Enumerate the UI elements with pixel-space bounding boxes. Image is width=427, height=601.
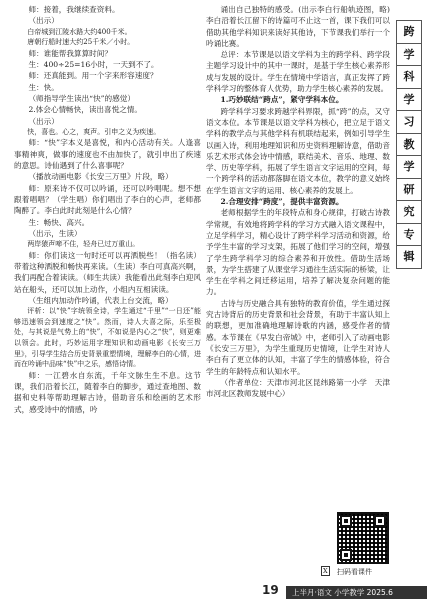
right-column-para: 跨学科学习要求跨越学科界限，抓“跨”的点，又守语文本位。本节课是以语文学科为核心，把立足于语文学科的教学点与其他学科有机联结起来，例如引导学生以画入诗，利用地理知识和历史资料理解诗意，借助音乐艺术形式体会诗中情感，联结美术、音乐、地理、数学、历史等学科，拓展了学生语言文字运用的空间，每一个跨学科的活动都落脚在语文本位，教学的意义始终在学生语言文字的运用、核心素养的发展上。 — [206, 106, 390, 195]
right-column-para: 1.巧妙联结“跨点”，紧守学科本位。 — [220, 95, 344, 105]
footer-label: 上半月·语文 小学教学 2025.6 — [286, 586, 427, 599]
right-column-para: 古诗与历史融合具有独特的教育价值，学生通过探究古诗背后的历史背景和社会背景，有助于丰富认知上的联想，更加准确地理解诗歌的内涵，感受作者的情感。本节课在《早发白帝城》中，老师引入了动画电影《长安三万里》，为学生重现历史情境，让学生对诗人李白有了更立体的认知，丰富了学生的情感体验，符合学生的年龄特点和认知水平。 — [206, 298, 390, 376]
sidebar-tab: 学 — [396, 43, 422, 66]
right-column-para: （作者单位：天津市河北区昆纬路第一小学 天津市河北区教师发展中心） — [206, 377, 390, 399]
left-column-para: （出示，生读） — [28, 228, 82, 238]
qr-code[interactable] — [337, 512, 389, 564]
sidebar-tab: 习 — [396, 110, 422, 133]
left-column-para: 师：你们读这一句时还可以再洒脱些！（指名读）带着这种洒脱和畅快再来读。（生读）李白可真高兴啊，我们再配合着读读。（师生共读）我能看出此刻李白迎风站在船头，还可以加上动作，小组内互相读读。 — [14, 250, 201, 294]
left-column-para: 师：接着，我继续查资料。 — [28, 5, 120, 14]
right-column-para: 老师根据学生的年段特点和身心规律，打破古诗教学常规，有效地将跨学科的学习方式融入语文课程中，立足学科学习，精心设计了跨学科学习活动和资源，给予学生丰富的学习支架，拓展了他们学习的空间，增强了学生跨学科学习的综合素养和开放性。借助生活场景，为学生搭建了从课堂学习通往生活实际的桥梁，让学生在学科之间迁移运用，培养了解决复杂问题的能力。 — [206, 208, 390, 297]
page-number: 19 — [262, 583, 279, 597]
sidebar-tab: 专 — [396, 223, 422, 246]
sidebar-tab: 科 — [396, 65, 422, 88]
left-column-para: 师：“快”字本义是喜悦，和内心活动有关。人逢喜事精神爽，做事的速度也不由加快了，就引申出了疾速的意思。诗仙遇到了什么喜事呢？ — [14, 138, 201, 171]
left-column-para: 唐朝行船时速大约25千米／小时。 — [27, 38, 135, 47]
left-column-para: 师：谁能帮我算算时间？ — [28, 48, 112, 58]
sidebar-tab: 研 — [396, 178, 422, 201]
left-column-para: 生：快。 — [28, 82, 59, 92]
left-column-para: 两岸猿声啼不住，轻舟已过万重山。 — [27, 240, 140, 249]
page-footer — [0, 583, 427, 601]
left-column-para: （出示） — [28, 16, 59, 26]
left-column-para: 白帝城到江陵水路大约400千米。 — [27, 27, 132, 36]
qr-box-letter: X — [323, 567, 328, 575]
sidebar-tab: 教 — [396, 133, 422, 156]
left-column-para: 师：一江碧水自东流，千年文脉生生不息。这节课，我们沿着长江，随着李白的脚步，通过查地图、数据和史料等帮助理解古诗，借助音乐和绘画的艺术形式，感受诗中的情感，吟 — [14, 370, 201, 414]
right-column-para: 总评：本节课是以语文学科为主的跨学科、跨学段主题学习设计中的其中一课时，是基于学生核心素养形成与发展的设计。学生在情境中学语言，真正发挥了跨学科学习的整体育人优势，助力学生核心素养的发展。 — [206, 50, 390, 94]
left-column-para: 生：畅快、高兴。 — [28, 217, 90, 227]
left-column-para: 生：400÷25=16小时，一天到不了。 — [28, 60, 159, 70]
sidebar-tab: 学 — [396, 155, 422, 178]
sidebar-tab: 学 — [396, 88, 422, 111]
right-column-para: 诵出自己独特的感受。(出示李白行船轨迹图，略)李白沿着长江留下的诗篇可不止这一首，课下我们可以借助其他学科知识来读好其他诗，下节课我们举行一个吟诵比赛。 — [206, 5, 390, 48]
sidebar-tab: 究 — [396, 200, 422, 223]
left-column-para: 师：还真能到。用一个字来形容速度？ — [28, 71, 158, 81]
left-column-para: （生组内加动作吟诵，代表上台交流，略） — [28, 295, 173, 305]
right-column — [206, 4, 390, 399]
sidebar-tabs — [396, 20, 422, 269]
left-column-para: 评析：以“快”字统领全诗，学生通过“千里”“一日还”能够迅速领会到速度之“快”。然而，诗人大喜之际，乐至极处，与其说是气势上的“快”，不如说是内心之“快”，则更难以领会。此时，巧妙运用字理知识和动画电影《长安三万里》，引导学生结合历史背景重塑情境，理解李白的心情，进而在吟诵中品味“快”中之乐，感悟诗情。 — [14, 307, 201, 369]
right-column-para: 2.合理安排“跨度”，提供丰富资源。 — [220, 197, 344, 207]
left-column-para: 师：原来诗不仅可以吟诵，还可以吟唱呢。想不想跟着唱唱？（学生唱）你们唱出了李白的心声，老师都陶醉了。李白此时此刻是什么心情？ — [14, 183, 201, 216]
left-column-para: 快，喜也。心之，爽声。引申之义为疾速。 — [27, 127, 161, 136]
left-column-para: 2.体会心情畅快，读出喜悦之情。 — [28, 105, 142, 115]
qr-caption: 扫码看课件 — [337, 568, 372, 576]
left-column-para: （师指导学生读出“快”的感觉） — [28, 93, 135, 103]
left-column-para: （播放动画电影《长安三万里》片段，略） — [28, 172, 173, 182]
sidebar-tab: 辑 — [396, 245, 422, 269]
sidebar-tab: 跨 — [396, 20, 422, 43]
left-column — [14, 4, 201, 415]
left-column-para: （出示） — [28, 116, 59, 126]
